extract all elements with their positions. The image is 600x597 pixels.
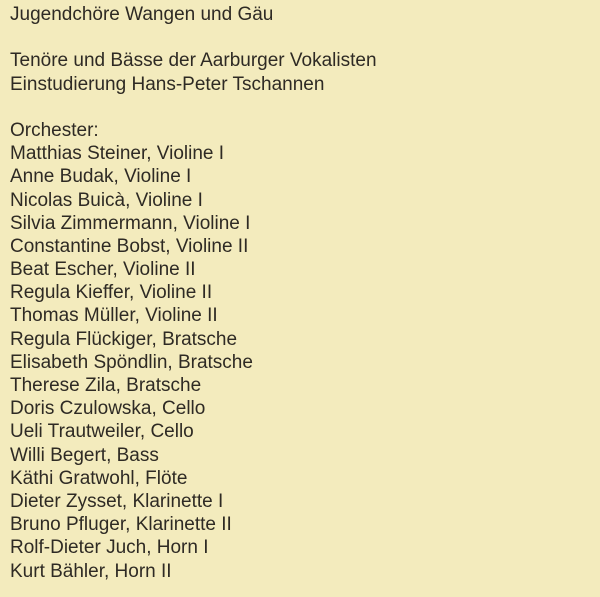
orchestra-heading: Orchester: [10,119,99,141]
list-item: Willi Begert, Bass [10,444,159,466]
list-item: Matthias Steiner, Violine I [10,143,225,165]
list-item: Therese Zila, Bratsche [10,375,202,396]
list-item: Doris Czulowska, Cello [10,398,206,420]
list-item: Silvia Zimmermann, Violine I [10,212,251,234]
youth-choirs-line: Jugendchöre Wangen und Gäu [10,4,274,25]
list-item: Anne Budak, Violine I [10,166,192,188]
list-item: Elisabeth Spöndlin, Bratsche [10,351,253,373]
list-item: Kurt Bähler, Horn II [10,560,172,582]
list-item: Rolf-Dieter Juch, Horn I [10,537,209,559]
list-item: Regula Kieffer, Violine II [10,282,213,304]
orchestra-member-list [10,142,377,583]
spacer [10,96,377,119]
credits-text [10,3,377,583]
spacer [10,26,377,49]
vocal-ensemble-line: Tenöre und Bässe der Aarburger Vokalisten [10,50,377,72]
list-item: Constantine Bobst, Violine II [10,235,249,257]
list-item: Dieter Zysset, Klarinette I [10,490,224,512]
list-item: Ueli Trautweiler, Cello [10,421,194,443]
list-item: Beat Escher, Violine II [10,259,196,281]
list-item: Bruno Pfluger, Klarinette II [10,514,232,536]
list-item: Nicolas Buicà, Violine I [10,189,203,211]
list-item: Käthi Gratwohl, Flöte [10,467,188,489]
list-item: Regula Flückiger, Bratsche [10,328,238,350]
rehearsal-line: Einstudierung Hans-Peter Tschannen [10,73,325,95]
list-item: Thomas Müller, Violine II [10,305,218,327]
